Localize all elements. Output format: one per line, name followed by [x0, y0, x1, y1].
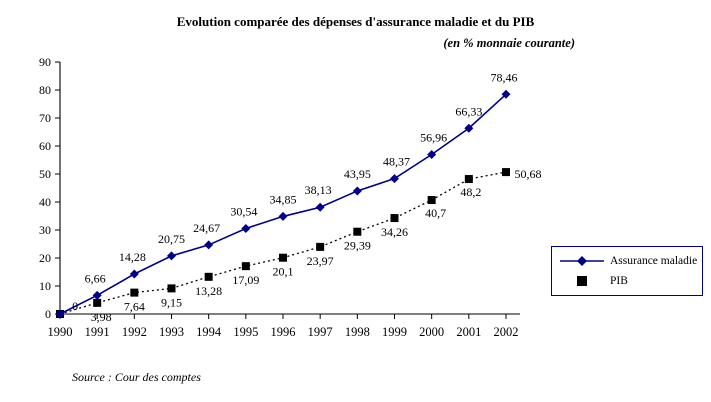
data-label-pib: 17,09 [232, 273, 260, 288]
y-tick-label: 90 [39, 55, 51, 69]
data-point-pib [279, 254, 287, 262]
x-tick-label: 1992 [121, 325, 147, 339]
x-tick-label: 2000 [419, 325, 445, 339]
data-label-assurance-maladie: 14,28 [118, 250, 146, 265]
data-point-pib [465, 175, 473, 183]
data-label-pib: 7,64 [123, 299, 145, 314]
data-point-pib [242, 262, 250, 270]
legend-item-pib [558, 272, 628, 290]
data-label-pib: 23,97 [306, 253, 334, 268]
data-point-assurance-maladie [241, 224, 250, 233]
y-tick-label: 0 [45, 307, 51, 321]
data-point-pib [130, 289, 138, 297]
x-tick-label: 1993 [159, 325, 184, 339]
data-label-pib: 34,26 [381, 225, 408, 240]
x-tick-label: 1995 [233, 325, 259, 339]
chart-title: Evolution comparée des dépenses d'assurance maladie et du PIB [176, 14, 535, 29]
data-point-assurance-maladie [93, 291, 102, 300]
y-tick-label: 30 [39, 223, 51, 237]
data-label-assurance-maladie: 30,54 [230, 204, 258, 219]
data-label-assurance-maladie: 6,66 [84, 271, 106, 286]
x-tick-label: 1996 [270, 325, 296, 339]
data-label-assurance-maladie: 34,85 [269, 192, 297, 207]
data-point-assurance-maladie [316, 203, 325, 212]
x-tick-label: 1991 [84, 325, 110, 339]
data-label-pib: 40,7 [425, 206, 447, 221]
legend-sample-square [558, 273, 606, 289]
data-label-pib: 29,39 [343, 238, 371, 253]
data-label-assurance-maladie: 66,33 [455, 104, 483, 119]
data-point-assurance-maladie [204, 240, 213, 249]
data-point-assurance-maladie [279, 212, 288, 221]
data-label-assurance-maladie: 43,95 [343, 166, 371, 181]
data-label-assurance-maladie: 20,75 [158, 231, 185, 246]
data-point-assurance-maladie [390, 174, 399, 183]
y-tick-label: 20 [39, 251, 51, 265]
data-label-assurance-maladie: 38,13 [304, 183, 332, 198]
data-label-pib: 50,68 [514, 167, 542, 182]
y-tick-label: 70 [39, 111, 51, 125]
legend-sample-line-diamond [558, 253, 606, 269]
data-label-pib: 20,1 [272, 264, 294, 279]
x-tick-label: 1998 [344, 325, 370, 339]
chart-legend [551, 246, 703, 296]
data-label-assurance-maladie: 48,37 [383, 154, 410, 169]
data-label-assurance-maladie: 56,96 [420, 130, 448, 145]
data-point-pib [316, 243, 324, 251]
y-tick-label: 50 [39, 167, 51, 181]
y-tick-label: 80 [39, 83, 51, 97]
y-tick-label: 10 [39, 279, 51, 293]
data-point-assurance-maladie [353, 186, 362, 195]
data-label-pib: 3,98 [90, 309, 112, 324]
data-label-pib: 48,2 [460, 185, 482, 200]
data-point-pib [93, 299, 101, 307]
data-label-assurance-maladie: 78,46 [490, 70, 518, 85]
data-label-pib: 9,15 [161, 295, 182, 310]
data-point-pib [428, 196, 436, 204]
data-point-pib [168, 284, 176, 292]
data-point-pib [205, 273, 213, 281]
data-label-pib: 13,28 [195, 283, 223, 298]
data-point-pib [353, 228, 361, 236]
data-point-assurance-maladie [167, 251, 176, 260]
source-note: Source : Cour des comptes [72, 370, 201, 384]
chart-subtitle: (en % monnaie courante) [443, 36, 575, 50]
x-tick-label: 2001 [456, 325, 482, 339]
x-tick-label: 2002 [493, 325, 519, 339]
data-point-pib [391, 214, 399, 222]
legend-label-pib: PIB [610, 275, 628, 287]
legend-item-assurance-maladie [558, 252, 697, 270]
y-tick-label: 60 [39, 139, 51, 153]
y-tick-label: 40 [39, 195, 51, 209]
x-tick-label: 1990 [47, 325, 73, 339]
x-tick-label: 1997 [307, 325, 333, 339]
data-label-origin: 0 [72, 299, 79, 313]
data-point-pib [502, 168, 510, 176]
data-point-assurance-maladie [130, 270, 139, 279]
data-label-assurance-maladie: 24,67 [193, 220, 221, 235]
x-tick-label: 1994 [196, 325, 222, 339]
x-tick-label: 1999 [382, 325, 407, 339]
legend-label-assurance-maladie: Assurance maladie [610, 255, 698, 267]
